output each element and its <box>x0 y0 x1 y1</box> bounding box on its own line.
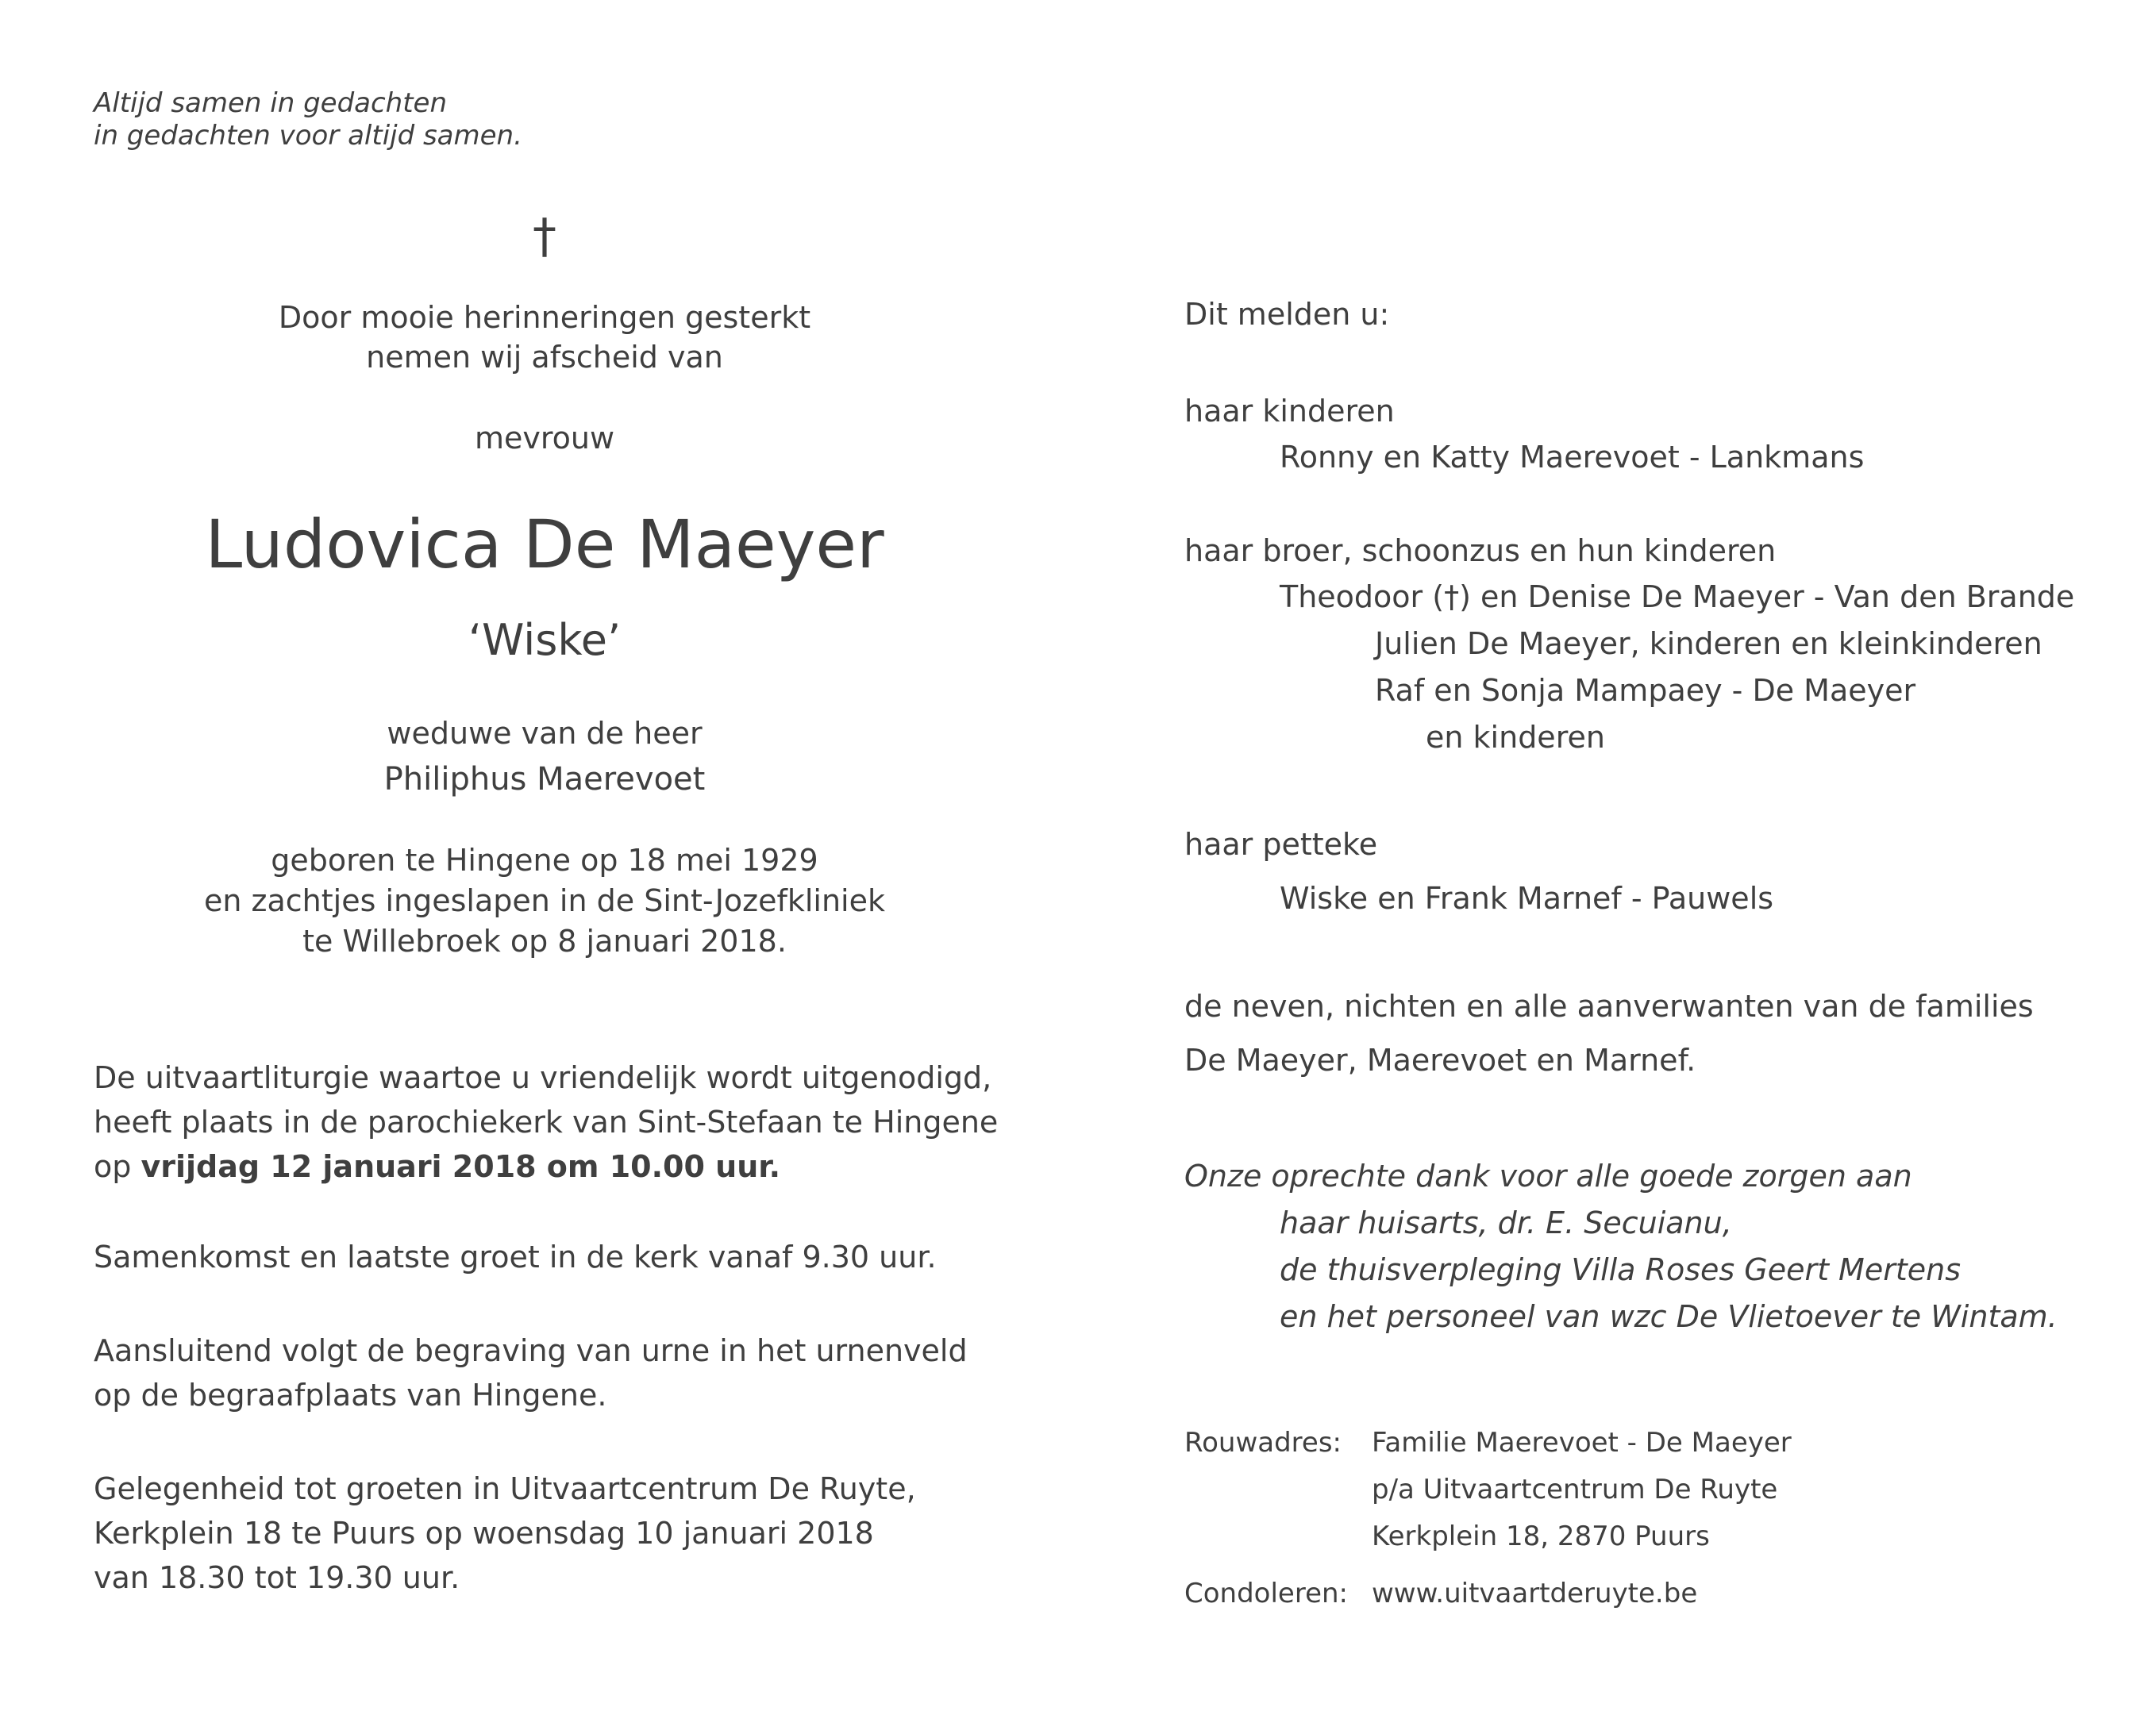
life-dates-line: te Willebroek op 8 januari 2018. <box>302 924 787 959</box>
funeral-date-time: vrijdag 12 januari 2018 om 10.00 uur. <box>141 1149 781 1184</box>
visitation-line: Kerkplein 18 te Puurs op woensdag 10 januari 2018 <box>94 1516 874 1551</box>
children-names: Ronny en Katty Maerevoet - Lankmans <box>1280 440 1865 475</box>
burial-info <box>94 1328 968 1417</box>
address-line: Kerkplein 18, 2870 Puurs <box>1372 1521 1710 1552</box>
spouse-prefix: weduwe van de heer <box>387 716 703 751</box>
gathering-info <box>94 1235 937 1279</box>
thanks-line: haar huisarts, dr. E. Secuianu, <box>1280 1205 1732 1240</box>
announce-heading: Dit melden u: <box>1184 297 1390 332</box>
funeral-info <box>94 1055 998 1189</box>
thanks-line: de thuisverpleging Villa Roses Geert Mertens <box>1280 1252 1962 1287</box>
condolence-url: www.uitvaartderuyte.be <box>1372 1578 1698 1609</box>
address-line: Familie Maerevoet - De Maeyer <box>1372 1427 1792 1459</box>
relatives-line: De Maeyer, Maerevoet en Marnef. <box>1184 1043 1696 1078</box>
deceased-nickname: ‘Wiske’ <box>468 615 622 665</box>
godchild-names: Wiske en Frank Marnef - Pauwels <box>1280 881 1774 916</box>
funeral-line: heeft plaats in de parochiekerk van Sint-Stefaan te Hingene <box>94 1105 999 1140</box>
salutation: mevrouw <box>474 421 615 456</box>
sibling-label: haar broer, schoonzus en hun kinderen <box>1184 533 1777 568</box>
thanks-line: Onze oprechte dank voor alle goede zorgen aan <box>1184 1159 1912 1194</box>
sibling-child: Julien De Maeyer, kinderen en kleinkinderen <box>1375 626 2042 661</box>
motto-line: Altijd samen in gedachten <box>94 87 448 119</box>
burial-line: op de begraafplaats van Hingene. <box>94 1378 607 1413</box>
deceased-name: Ludovica De Maeyer <box>205 506 884 583</box>
gathering-line: Samenkomst en laatste groet in de kerk vanaf 9.30 uur. <box>94 1240 937 1275</box>
thanks-line: en het personeel van wzc De Vlietoever te Wintam. <box>1280 1299 2058 1334</box>
address-label: Rouwadres: <box>1184 1427 1342 1459</box>
life-dates-line: en zachtjes ingeslapen in de Sint-Jozefkliniek <box>203 883 886 918</box>
condolence-label: Condoleren: <box>1184 1578 1348 1609</box>
cross-icon: † <box>533 209 556 264</box>
sibling-child: Raf en Sonja Mampaey - De Maeyer <box>1375 673 1916 708</box>
intro-line: nemen wij afscheid van <box>366 340 723 375</box>
children-label: haar kinderen <box>1184 394 1395 429</box>
address-line: p/a Uitvaartcentrum De Ruyte <box>1372 1474 1778 1505</box>
godchild-label: haar petteke <box>1184 827 1378 862</box>
relatives-line: de neven, nichten en alle aanverwanten van de families <box>1184 989 2034 1024</box>
intro-line: Door mooie herinneringen gesterkt <box>278 300 811 335</box>
life-dates-line: geboren te Hingene op 18 mei 1929 <box>271 843 818 878</box>
sibling-child-continued: en kinderen <box>1426 720 1605 755</box>
funeral-line-prefix: op <box>94 1149 141 1184</box>
sibling-names: Theodoor (†) en Denise De Maeyer - Van den Brande <box>1280 579 2075 614</box>
burial-line: Aansluitend volgt de begraving van urne in het urnenveld <box>94 1333 968 1368</box>
funeral-line: De uitvaartliturgie waartoe u vriendelijk wordt uitgenodigd, <box>94 1060 992 1095</box>
motto <box>94 87 522 152</box>
motto-line: in gedachten voor altijd samen. <box>94 119 522 152</box>
visitation-line: van 18.30 tot 19.30 uur. <box>94 1560 460 1595</box>
spouse-name: Philiphus Maerevoet <box>383 761 706 798</box>
visitation-line: Gelegenheid tot groeten in Uitvaartcentrum De Ruyte, <box>94 1471 916 1506</box>
funeral-line <box>94 1144 998 1189</box>
intro <box>279 300 810 379</box>
visitation-info <box>94 1467 916 1600</box>
life-dates <box>204 843 885 964</box>
